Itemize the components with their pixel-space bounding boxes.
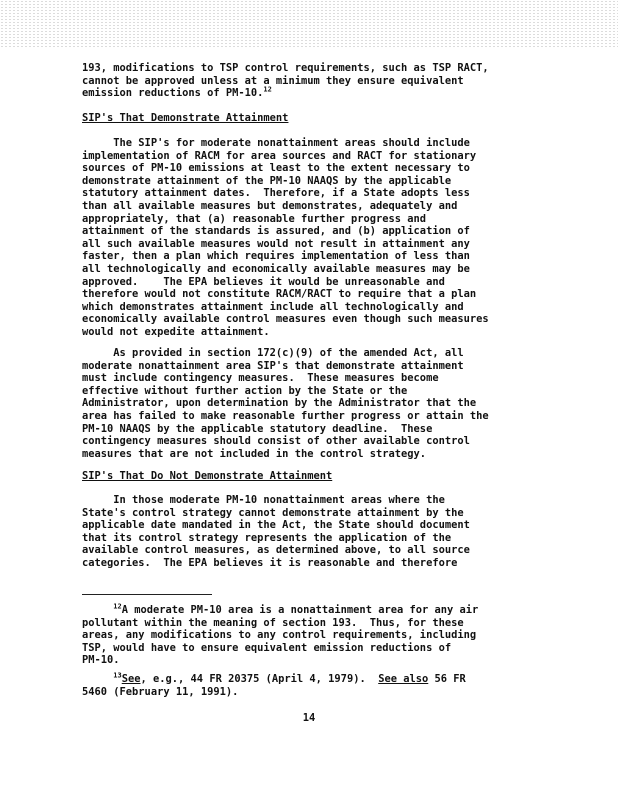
text-line: As provided in section 172(c)(9) of the amended Act, all [82, 347, 464, 359]
attainment-paragraph-1 [82, 137, 560, 339]
text-line: contingency measures should consist of other available control [82, 435, 470, 448]
attainment-paragraph-2 [82, 347, 560, 460]
text-line [82, 87, 560, 100]
citation-text: 56 FR [428, 673, 466, 685]
text-line: faster, then a plan which requires implementation of less than [82, 250, 470, 263]
text-line: State's control strategy cannot demonstrate attainment by the [82, 506, 464, 519]
text-line: moderate nonattainment area SIP's that demonstrate attainment [82, 359, 464, 372]
text-line: measures that are not included in the control strategy. [82, 447, 427, 460]
text-line: would not expedite attainment. [82, 325, 270, 338]
footnote-text: A moderate PM-10 area is a nonattainment area for any air [121, 604, 479, 616]
footnote-first-line [82, 604, 560, 617]
text-line: cannot be approved unless at a minimum they ensure equivalent [82, 74, 464, 87]
citation-text: , e.g., 44 FR 20375 (April 4, 1979). [140, 673, 379, 685]
footnote-divider [82, 594, 212, 595]
text-line: PM-10 NAAQS by the applicable statutory deadline. These [82, 422, 433, 435]
text-line: statutory attainment dates. Therefore, if a State adopts less [82, 187, 470, 200]
text-line: 5460 (February 11, 1991). [82, 685, 239, 698]
text-line: implementation of RACM for area sources and RACT for stationary [82, 149, 477, 162]
non-attainment-paragraph [82, 494, 560, 570]
page-number: 14 [302, 712, 316, 724]
heading-demonstrate-attainment: SIP's That Demonstrate Attainment [82, 112, 289, 124]
text-line: 193, modifications to TSP control requirements, such as TSP RACT, [82, 62, 489, 74]
text-line: available control measures, as determined above, to all source [82, 544, 470, 557]
text-line: Administrator, upon determination by the Administrator that the [82, 397, 477, 410]
text-line: effective without further action by the State or the [82, 384, 408, 397]
footnote-first-line [82, 673, 560, 686]
text-line: applicable date mandated in the Act, the State should document [82, 519, 470, 532]
text-line: sources of PM-10 emissions at least to the extent necessary to [82, 162, 470, 175]
text-line: PM-10. [82, 654, 120, 667]
text-line: The SIP's for moderate nonattainment areas should include [82, 137, 470, 149]
text-line: categories. The EPA believes it is reasonable and therefore [82, 556, 458, 569]
citation-see-also: See also [378, 673, 429, 685]
text-line: which demonstrates attainment include all technologically and [82, 300, 464, 313]
text-line: approved. The EPA believes it would be unreasonable and [82, 275, 445, 288]
text-line: than all available measures but demonstrates, adequately and [82, 199, 458, 212]
heading-not-demonstrate-attainment: SIP's That Do Not Demonstrate Attainment [82, 470, 333, 482]
footnote-13 [82, 673, 560, 698]
text-line: pollutant within the meaning of section 193. Thus, for these [82, 616, 464, 629]
text-line: areas, any modifications to any control requirements, including [82, 629, 477, 642]
intro-paragraph [82, 62, 560, 100]
section-heading [82, 470, 560, 483]
text-line: all such available measures would not result in attainment any [82, 237, 470, 250]
scan-noise [0, 0, 618, 48]
text-line: In those moderate PM-10 nonattainment areas where the [82, 494, 445, 506]
section-heading [82, 112, 560, 125]
footnote-ref-12: 12 [263, 85, 272, 94]
text-line: appropriately, that (a) reasonable further progress and [82, 212, 427, 225]
text-line: area has failed to make reasonable further progress or attain the [82, 409, 489, 422]
footnote-12 [82, 604, 560, 667]
citation-see: See [121, 673, 141, 685]
text-line-content: emission reductions of PM-10. [82, 87, 264, 100]
text-line: all technologically and economically available measures may be [82, 262, 470, 275]
text-line: economically available control measures even though such measures [82, 313, 489, 326]
text-line: that its control strategy represents the application of the [82, 531, 452, 544]
text-line: TSP, would have to ensure equivalent emission reductions of [82, 641, 452, 654]
text-line: therefore would not constitute RACM/RACT to require that a plan [82, 288, 477, 301]
text-line: demonstrate attainment of the PM-10 NAAQS by the applicable [82, 174, 452, 187]
text-line: attainment of the standards is assured, and (b) application of [82, 225, 470, 238]
footnote-marker-12: 12 [113, 602, 122, 611]
footnote-marker-13: 13 [113, 671, 122, 680]
text-line: must include contingency measures. These measures become [82, 372, 439, 385]
